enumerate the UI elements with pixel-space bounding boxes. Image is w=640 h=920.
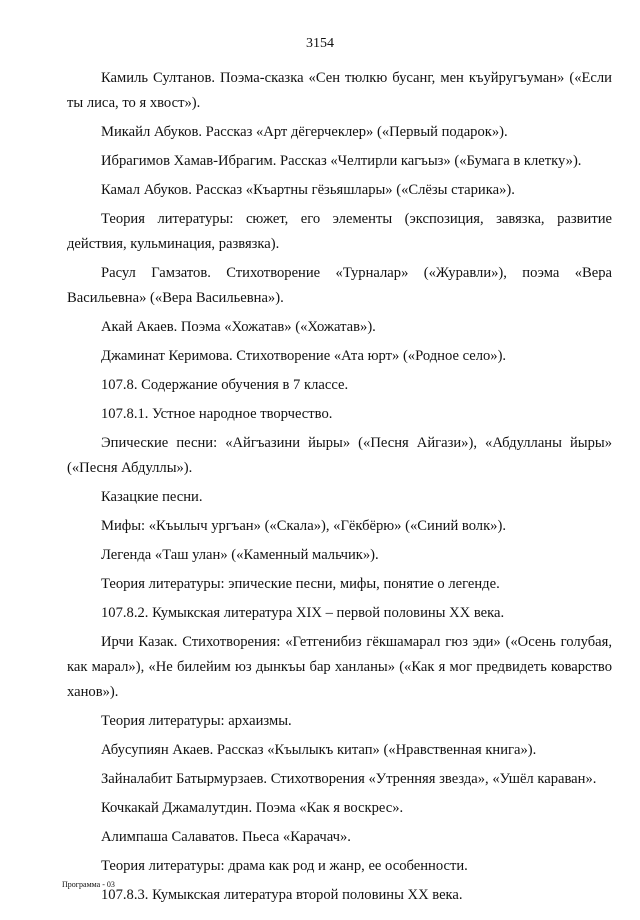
paragraph: Эпические песни: «Айгъазини йыры» («Песня Айгази»), «Абдулланы йыры» («Песня Абдуллы»).	[67, 435, 612, 476]
paragraph: Мифы: «Къылыч ургъан» («Скала»), «Гёкбёрю» («Синий волк»).	[101, 518, 506, 534]
paragraph: Теория литературы: сюжет, его элементы (экспозиция, завязка, развитие действия, кульминация, развязка).	[67, 211, 612, 252]
paragraph: Джаминат Керимова. Стихотворение «Ата юрт» («Родное село»).	[101, 348, 507, 364]
paragraph: Камиль Султанов. Поэма-сказка «Сен тюлкю бусанг, мен къуйругъуман» («Если ты лиса, то я хвост»).	[67, 70, 612, 111]
paragraph: Алимпаша Салаватов. Пьеса «Карачач».	[101, 829, 351, 845]
paragraph: Зайналабит Батырмурзаев. Стихотворения «Утренняя звезда», «Ушёл караван».	[101, 771, 597, 787]
section-heading: 107.8.3. Кумыкская литература второй половины XX века.	[101, 887, 463, 903]
page-number: 3154	[306, 36, 334, 51]
paragraph: Теория литературы: драма как род и жанр, ее особенности.	[101, 858, 468, 874]
paragraph: Кочкакай Джамалутдин. Поэма «Как я воскрес».	[101, 800, 404, 816]
paragraph: Акай Акаев. Поэма «Хожатав» («Хожатав»).	[101, 319, 376, 335]
page-footer: Программа - 03	[62, 880, 115, 889]
paragraph: Теория литературы: эпические песни, мифы, понятие о легенде.	[101, 576, 500, 592]
paragraph: Микайл Абуков. Рассказ «Арт дёгерчеклер» («Первый подарок»).	[101, 124, 508, 140]
document-body	[67, 66, 612, 912]
section-heading: 107.8. Содержание обучения в 7 классе.	[101, 377, 349, 393]
section-heading: 107.8.2. Кумыкская литература XIX – первой половины XX века.	[101, 605, 505, 621]
paragraph: Казацкие песни.	[101, 489, 203, 505]
paragraph: Теория литературы: архаизмы.	[101, 713, 292, 729]
paragraph: Ирчи Казак. Стихотворения: «Гетгенибиз гёкшамарал гюз эди» («Осень голубая, как марал»), «Не билейим юз дынкъы бар ханланы» («Как я мог предвидеть коварство ханов»).	[67, 634, 612, 700]
section-heading: 107.8.1. Устное народное творчество.	[101, 406, 333, 422]
paragraph: Легенда «Таш улан» («Каменный мальчик»).	[101, 547, 379, 563]
paragraph: Расул Гамзатов. Стихотворение «Турналар» («Журавли»), поэма «Вера Васильевна» («Вера Васильевна»).	[67, 265, 612, 306]
paragraph: Абусупиян Акаев. Рассказ «Къылыкъ китап» («Нравственная книга»).	[101, 742, 537, 758]
paragraph: Камал Абуков. Рассказ «Къартны гёзьяшлары» («Слёзы старика»).	[101, 182, 515, 198]
paragraph: Ибрагимов Хамав-Ибрагим. Рассказ «Челтирли кагъыз» («Бумага в клетку»).	[101, 153, 582, 169]
